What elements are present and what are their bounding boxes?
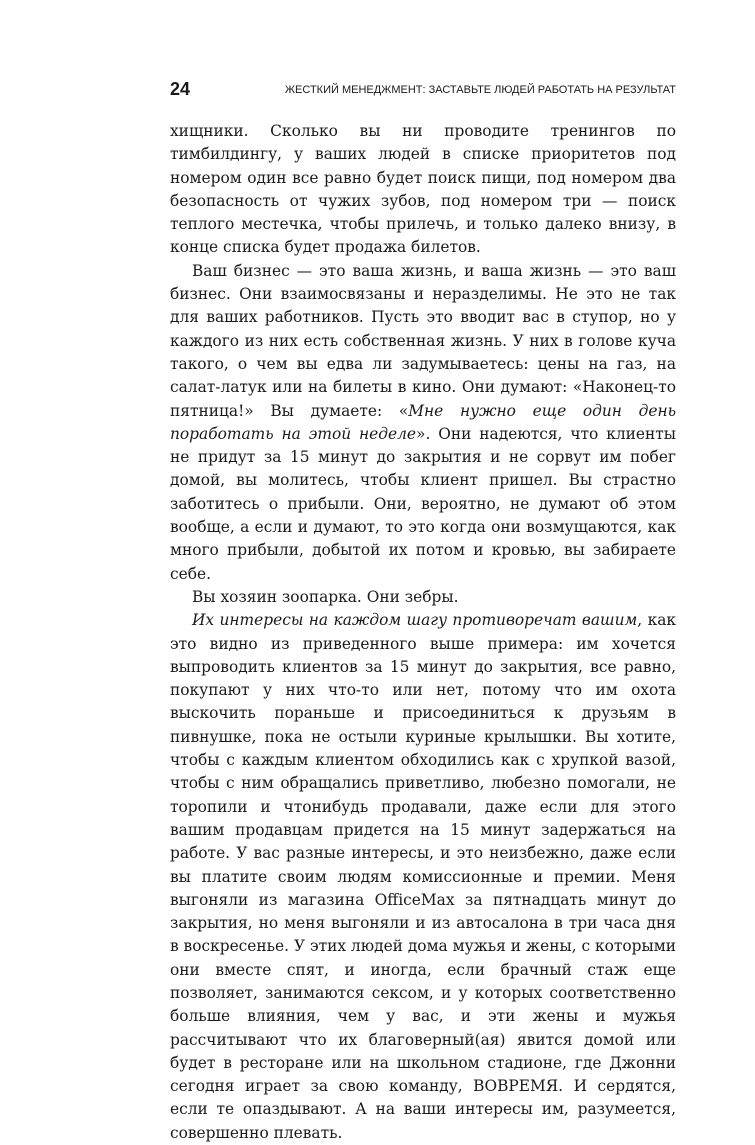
page-number: 24 (170, 79, 191, 99)
paragraph-1 (170, 120, 676, 260)
paragraph-4-text: , как это видно из приведенного выше примера: им хочется выпроводить клиентов за 15 минут до закрытия, все равно, покупают у них что-то или нет, потому что им охота выскочить пораньше и присоединиться к друзьям в пивнушке, пока не остыли куриные крылышки. Вы хотите, чтобы с каждым клиентом обходились как с хрупкой вазой, чтобы с ним обращались приветливо, любезно помогали, не торопили и чтонибудь продавали, даже если для этого вашим продавцам придется на 15 минут задержаться на работе. У вас разные интересы, и это неизбежно, даже если вы платите своим людям комиссионные и премии. Меня выгоняли из магазина OfficeMax за пятнадцать минут до закрытия, но меня выгоняли и из автосалона в три часа дня в воскресенье. У этих людей дома мужья и жены, с которыми они вместе спят, и иногда, если брачный стаж еще позволяет, занимаются сексом, и у которых соответственно больше влияния, чем у вас, и эти жены и мужья рассчитывают что их благоверный(ая) явится домой или будет в ресторане или на школьном стадионе, где Джонни сегодня играет за свою команду, ВОВРЕМЯ. И сердятся, если те опаздывают. А на ваши интересы им, разумеется, совершенно плевать. (170, 611, 676, 1142)
paragraph-2-text-b: ». Они надеются, что клиенты не придут за 15 минут до закрытия и не сорвут им побег домой, вы молитесь, чтобы клиент пришел. Вы страстно заботитесь о прибыли. Они, вероятно, не думают об этом вообще, а если и думают, то это когда они возмущаются, как много прибыли, добытой их потом и кровью, вы забираете себе. (170, 424, 676, 583)
paragraph-3-text: Вы хозяин зоопарка. Они зебры. (192, 587, 459, 606)
page-header (170, 78, 676, 104)
body-text (170, 120, 676, 1145)
paragraph-2 (170, 260, 676, 586)
paragraph-2-text-a: Ваш бизнес — это ваша жизнь, и ваша жизнь — это ваш бизнес. Они взаимосвязаны и неразделимы. Не это не так для ваших работников. Пусть это вводит вас в ступор, но у каждого из них есть собственная жизнь. У них в голове куча такого, о чем вы едва ли задумываетесь: цены на газ, на салат-латук или на билеты в кино. Они думают: «Наконец-то пятница!» Вы думаете: « (170, 261, 676, 420)
paragraph-4-italic: Их интересы на каждом шагу противоречат вашим (192, 611, 638, 630)
paragraph-1-text: хищники. Сколько вы ни проводите тренингов по тимбилдингу, у ваших людей в списке приоритетов под номером один все равно будет поиск пищи, под номером два безопасность от чужих зубов, под номером три — поиск теплого местечка, чтобы прилечь, и только далеко внизу, в конце списка будет продажа билетов. (170, 122, 676, 257)
paragraph-3 (170, 586, 676, 609)
paragraph-2-italic: Мне нужно еще один день поработать на этой неделе (170, 401, 676, 443)
paragraph-4 (170, 609, 676, 1145)
running-title: ЖЕСТКИЙ МЕНЕДЖМЕНТ: ЗАСТАВЬТЕ ЛЮДЕЙ РАБОТАТЬ НА РЕЗУЛЬТАТ (284, 84, 676, 96)
